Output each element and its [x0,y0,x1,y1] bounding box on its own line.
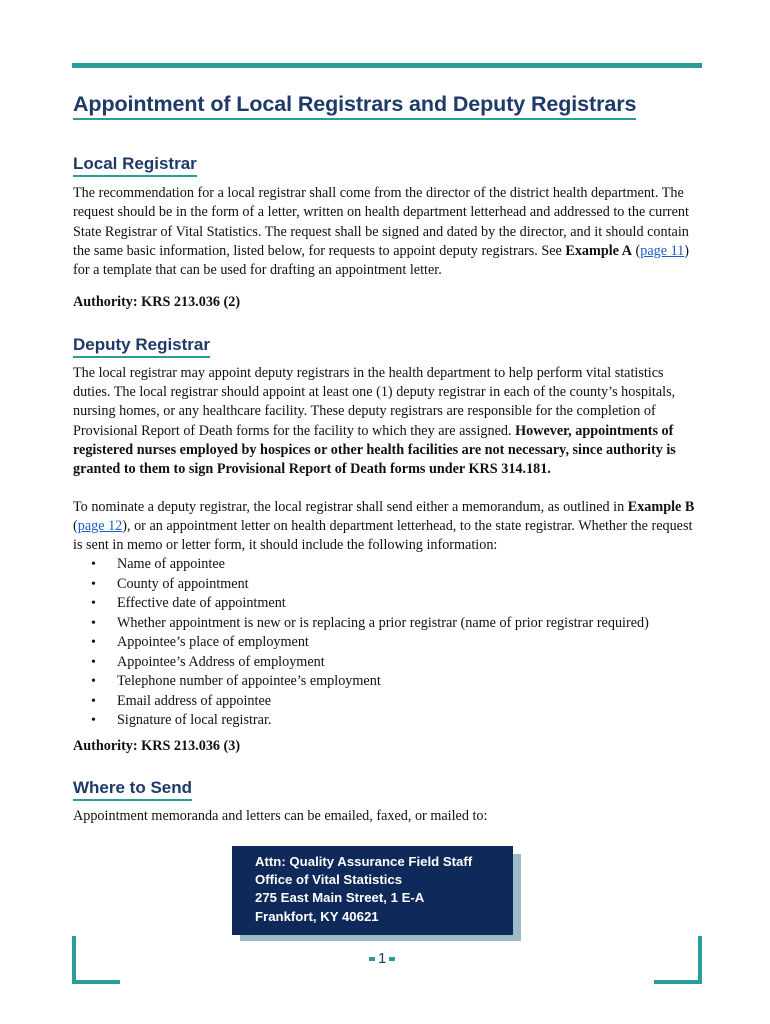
list-item: • Whether appointment is new or is replacing a prior registrar (name of prior registrar required) [73,614,703,634]
page-number-dash-right [389,957,395,961]
list-item: • Telephone number of appointee’s employment [73,672,703,692]
list-item: • Appointee’s place of employment [73,633,703,653]
corner-bracket-right-vertical [698,936,702,984]
address-line: Frankfort, KY 40621 [255,908,379,924]
paren-open: ( [73,517,78,534]
page-title: Appointment of Local Registrars and Deputy Registrars [73,92,636,120]
address-line: 275 East Main Street, 1 E-A [255,890,425,906]
list-item: • Effective date of appointment [73,594,703,614]
corner-bracket-right-horizontal [654,980,702,984]
local-registrar-heading: Local Registrar [73,154,197,177]
local-registrar-authority: Authority: KRS 213.036 (2) [73,294,241,311]
where-to-send-heading: Where to Send [73,778,192,801]
local-registrar-text-end: ) for a template that can be used for drafting an appointment letter. [73,242,689,279]
example-a-label: Example A [565,242,632,259]
page-number-text: 1 [378,950,387,967]
nominate-text: To nominate a deputy registrar, the local registrar shall send either a memorandum, as outlined in [73,498,628,515]
deputy-registrar-heading: Deputy Registrar [73,335,210,358]
deputy-registrar-authority: Authority: KRS 213.036 (3) [73,737,241,754]
deputy-registrar-paragraph [73,364,703,480]
required-info-list [73,555,703,731]
page-11-link[interactable]: page 11 [640,242,685,259]
deputy-registrar-text: The local registrar may appoint deputy registrars in the health department to help perform vital statistics duties. The local registrar should appoint at least one (1) deputy registrar in each of the county’s hospitals, nursing homes, or any healthcare facility. These deputy registrars are responsible for the completion of Provisional Report of Death forms for the facility to which they are assigned. [73,364,676,439]
page-number [366,950,398,967]
top-rule [72,63,702,68]
page-number-dash-left [369,957,375,961]
example-b-label: Example B [627,498,695,515]
list-item: • Appointee’s Address of employment [73,653,703,673]
list-item: • County of appointment [73,575,703,595]
local-registrar-paragraph [73,184,703,280]
paren-open: ( [631,242,641,259]
nominate-paragraph [73,498,703,556]
list-item: • Email address of appointee [73,692,703,712]
mailing-address-box [232,846,513,935]
local-registrar-text: The recommendation for a local registrar shall come from the director of the district health department. The request should be in the form of a letter, written on health department letterhead and addressed to the current State Registrar of Vital Statistics. The request shall be signed and dated by the director, and it should contain the same basic information, listed below, for requests to appoint deputy registrars. See [73,185,689,259]
deputy-registrar-section [73,335,703,756]
list-item: • Name of appointee [73,555,703,575]
corner-bracket-left-vertical [72,936,76,984]
where-to-send-intro: Appointment memoranda and letters can be emailed, faxed, or mailed to: [73,808,488,825]
address-line: Office of Vital Statistics [255,872,403,888]
where-to-send-section [73,778,703,826]
address-line: Attn: Quality Assurance Field Staff [255,854,473,869]
corner-bracket-left-horizontal [72,980,120,984]
deputy-registrar-bold-text: However, appointments of registered nurses employed by hospices or other health facilities are not necessary, since authority is granted to them to sign Provisional Report of Death forms under KRS 314.181. [73,422,676,478]
list-item: • Signature of local registrar. [73,711,703,731]
nominate-text-end: ), or an appointment letter on health department letterhead, to the state registrar. Whether the request is sent in memo or letter form, it should include the following information: [73,517,693,554]
page-12-link[interactable]: page 12 [77,517,123,534]
document-body [73,92,703,827]
local-registrar-section [73,154,703,313]
